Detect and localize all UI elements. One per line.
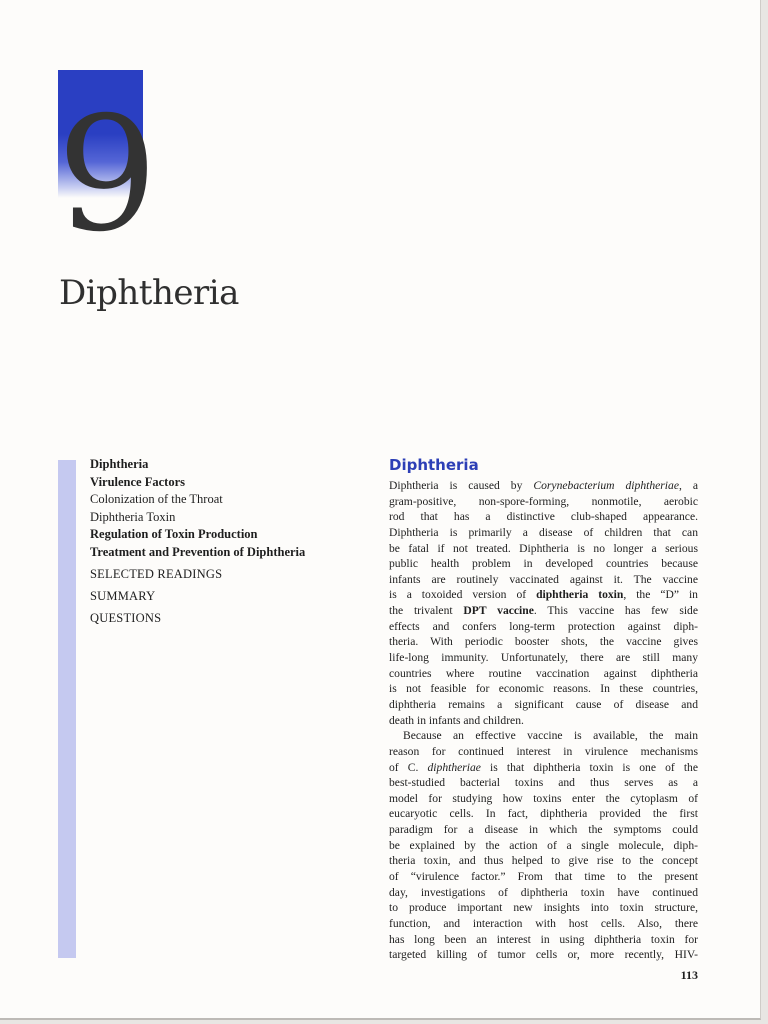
text-line: Diphtheria is primarily a disease of children that can — [389, 525, 698, 539]
text-line: rod that has a distinctive club-shaped appearance. — [389, 510, 698, 524]
text-line: Because an effective vaccine is available, the main — [403, 729, 698, 743]
toc-item: Virulence Factors — [90, 474, 185, 489]
text-line: reason for continued interest in virulence mechanisms — [389, 744, 698, 758]
text-line: day, investigations of diphtheria toxin have continued — [389, 885, 698, 899]
text-line: theria toxin, and thus helped to give rise to the concept — [389, 854, 698, 868]
text-line: of C. diphtheriae is that diphtheria toxin is one of the — [389, 760, 698, 774]
toc-item: Diphtheria — [90, 457, 149, 471]
text-line: be fatal if not treated. Diphtheria is no longer a serious — [389, 541, 698, 555]
toc-item: Regulation of Toxin Production — [90, 527, 258, 542]
text-line: model for studying how toxins enter the cytoplasm of — [389, 791, 698, 805]
text-line: paradigm for a disease in which the symptoms could — [389, 823, 698, 837]
text-line: eucaryotic cells. In fact, diphtheria provided the first — [389, 807, 698, 821]
toc-item: SUMMARY — [90, 588, 156, 603]
text-line: best-studied bacterial toxins and thus serves as a — [389, 776, 698, 790]
text-line: theria. With periodic booster shots, the vaccine gives — [389, 635, 698, 649]
text-line: public health problem in developed countries because — [389, 557, 698, 571]
text-line: diphtheria remains a significant cause of disease and — [389, 697, 698, 711]
text-line: Diphtheria is caused by Corynebacterium diphtheriae, a — [389, 479, 698, 492]
chapter-number: 9 — [57, 83, 154, 267]
toc-item: Colonization of the Throat — [90, 492, 223, 507]
text-line: of “virulence factor.” From that time to the present — [389, 870, 698, 884]
toc-item: Diphtheria Toxin — [90, 509, 176, 524]
body-text — [389, 478, 698, 963]
text-line: death in infants and children. — [389, 713, 524, 727]
text-line: countries where routine vaccination against diphtheria — [389, 666, 698, 680]
text-line: to produce important new insights into toxin structure, — [389, 901, 698, 915]
text-line: gram-positive, non-spore-forming, nonmotile, aerobic — [389, 494, 698, 508]
chapter-outline — [90, 456, 350, 628]
text-line: life-long immunity. Unfortunately, there are still many — [389, 651, 698, 665]
toc-item: Treatment and Prevention of Diphtheria — [90, 544, 306, 559]
section-heading: Diphtheria — [389, 456, 479, 474]
text-line: targeted killing of tumor cells or, more recently, HIV- — [389, 948, 698, 962]
text-line: be explained by the action of a single molecule, diph- — [389, 838, 698, 852]
toc-sidebar-bar — [58, 460, 76, 958]
text-line: is a toxoided version of diphtheria toxin, the “D” in — [389, 588, 698, 602]
text-line: infants are routinely vaccinated against it. The vaccine — [389, 572, 698, 586]
page-number: 113 — [680, 968, 698, 982]
text-line: the trivalent DPT vaccine. This vaccine has few side — [389, 604, 698, 618]
text-line: has long been an interest in using diphtheria toxin for — [389, 932, 698, 946]
text-line: is not feasible for economic reasons. In these countries, — [389, 682, 698, 696]
text-line: function, and interaction with host cells. Also, there — [389, 916, 698, 930]
toc-item: QUESTIONS — [90, 610, 162, 625]
toc-item: SELECTED READINGS — [90, 566, 223, 581]
chapter-title: Diphtheria — [59, 273, 239, 313]
text-line: effects and confers long-term protection against diph- — [389, 619, 698, 633]
